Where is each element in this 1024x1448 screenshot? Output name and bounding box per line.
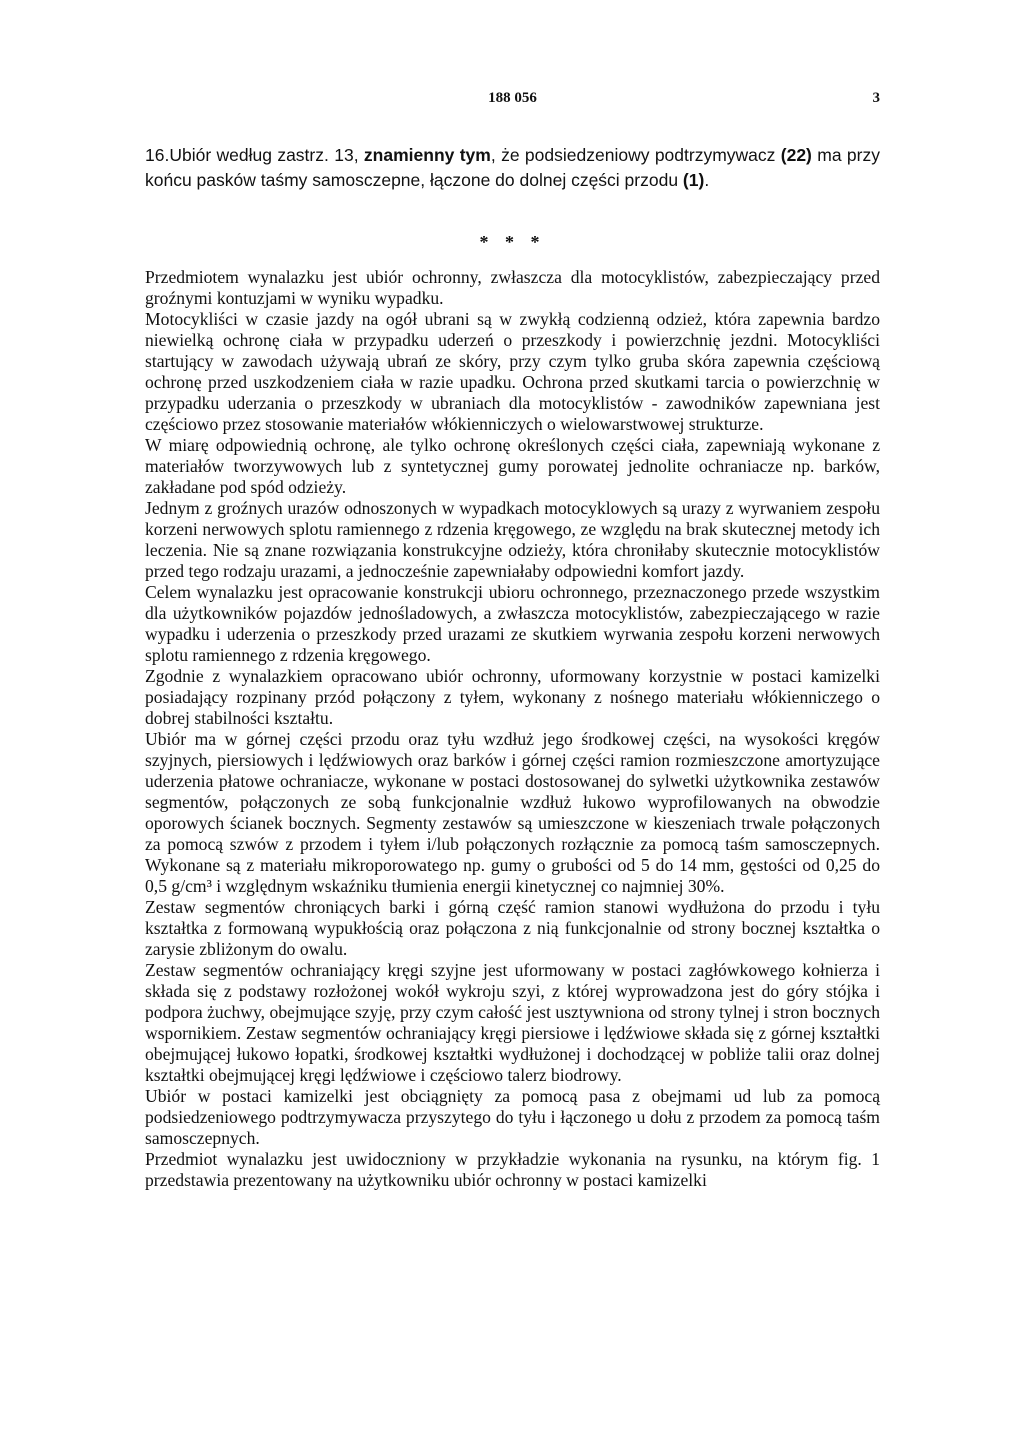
claim-middle: , że podsiedzeniowy podtrzymywacz [490,145,781,165]
page-header [145,90,880,112]
paragraph: Celem wynalazku jest opracowanie konstrukcji ubioru ochronnego, przeznaczonego przede wszystkim dla użytkowników pojazdów jednośladowych, a zwłaszcza motocyklistów, zabezpieczającego w razie wypadku i uderzenia o przeszkody przed urazami ze skutkiem wyrwania zespołu korzeni nerwowych splotu ramiennego z rdzenia kręgowego. [145,582,880,665]
paragraph: Jednym z groźnych urazów odnoszonych w wypadkach motocyklowych są urazy z wyrwaniem zespołu korzeni nerwowych splotu ramiennego z rdzenia kręgowego, ze względu na brak skutecznej metody ich leczenia. Nie są znane rozwiązania konstrukcyjne odzieży, która chroniłaby skutecznie motocyklistów przed tego rodzaju urazami, a jednocześnie zapewniałaby odpowiedni komfort jazdy. [145,498,880,581]
document-number: 188 056 [488,90,537,106]
paragraph: Ubiór w postaci kamizelki jest obciągnięty za pomocą pasa z obejmami ud lub za pomocą podsiedzeniowego podtrzymywacza przyszytego do tyłu i łączonego u dołu z przodem za pomocą taśm samosczepnych. [145,1086,880,1148]
paragraph: Przedmiotem wynalazku jest ubiór ochronny, zwłaszcza dla motocyklistów, zabezpieczający przed groźnymi kontuzjami w wyniku wypadku. [145,267,880,308]
claim-16 [145,143,880,193]
page-number: 3 [872,90,880,106]
claim-emphasis: znamienny tym [363,145,491,165]
paragraph: W miarę odpowiednią ochronę, ale tylko ochronę określonych części ciała, zapewniają wykonane z materiałów tworzywowych lub z syntetycznej gumy porowatej jednolite ochraniacze np. barków, zakładane pod spód odzieży. [145,435,880,497]
claim-ref-1: (1) [682,170,705,190]
paragraph: Zestaw segmentów ochraniający kręgi szyjne jest uformowany w postaci zagłówkowego kołnierza i składa się z podstawy rozłożonej wokół wykroju szyi, z której wyprowadzona jest do góry stójka i podpora żuchwy, obejmujące szyję, przy czym całość jest usztywniona od strony tylnej i stron bocznych wspornikiem. Zestaw segmentów ochraniający kręgi piersiowe i lędźwiowe składa się z górnej kształtki obejmującej łukowo łopatki, środkowej kształtki wydłużonej i dochodzącej w pobliże talii oraz dolnej kształtki obejmującej kręgi lędźwiowe i częściowo talerz biodrowy. [145,960,880,1085]
claim-suffix: ma przy końcu pasków taśmy samosczepne, łączone do dolnej części przodu [145,145,880,190]
claim-ref-22: (22) [780,145,812,165]
paragraph: Ubiór ma w górnej części przodu oraz tyłu wzdłuż jego środkowej części, na wysokości kręgów szyjnych, piersiowych i lędźwiowych oraz barków i górnej części ramion rozmieszczone amortyzujące uderzenia płatowe ochraniacze, wykonane w postaci dostosowanej do sylwetki użytkownika zestawów segmentów, połączonych ze sobą funkcjonalnie wzdłuż łukowo wyprofilowanych na obwodzie oporowych ścianek bocznych. Segmenty zestawów są umieszczone w kieszeniach trwale połączonych za pomocą szwów z przodem i tyłem i/lub połączonych rozłącznie za pomocą taśm samosczepnych. Wykonane są z materiału mikroporowatego np. gumy o grubości od 5 do 14 mm, gęstości od 0,25 do 0,5 g/cm³ i względnym wskaźniku tłumienia energii kinetycznej co najmniej 30%. [145,729,880,896]
paragraph: Przedmiot wynalazku jest uwidoczniony w przykładzie wykonania na rysunku, na którym fig. 1 przedstawia prezentowany na użytkowniku ubiór ochronny w postaci kamizelki [145,1149,880,1190]
claim-end: . [704,170,710,190]
description-body [145,267,880,1191]
paragraph: Zestaw segmentów chroniących barki i górną część ramion stanowi wydłużona do przodu i tyłu kształtka z formowaną wypukłością oraz połączona z nią funkcjonalnie od strony bocznej kształtka o zarysie zbliżonym do owalu. [145,897,880,959]
paragraph: Motocykliści w czasie jazdy na ogół ubrani są w zwykłą codzienną odzież, która zapewnia bardzo niewielką ochronę ciała w przypadku uderzeń o przeszkody i powierzchnię jezdni. Motocykliści startujący w zawodach używają ubrań ze skóry, przy czym tylko gruba skóra zapewnia częściową ochronę przed uszkodzeniem ciała w razie upadku. Ochrona przed skutkami tarcia o powierzchnię w przypadku uderzania o przeszkody w ubraniach dla motocyklistów - zawodników zapewniana jest częściowo przez stosowanie materiałów włókienniczych o wielowarstwowej strukturze. [145,309,880,434]
claim-prefix: 16.Ubiór według zastrz. 13, [145,145,364,165]
section-separator: * * * [479,232,546,252]
paragraph: Zgodnie z wynalazkiem opracowano ubiór ochronny, uformowany korzystnie w postaci kamizelki posiadający rozpinany przód połączony z tyłem, wykonany z nośnego materiału włókienniczego o dobrej stabilności kształtu. [145,666,880,728]
